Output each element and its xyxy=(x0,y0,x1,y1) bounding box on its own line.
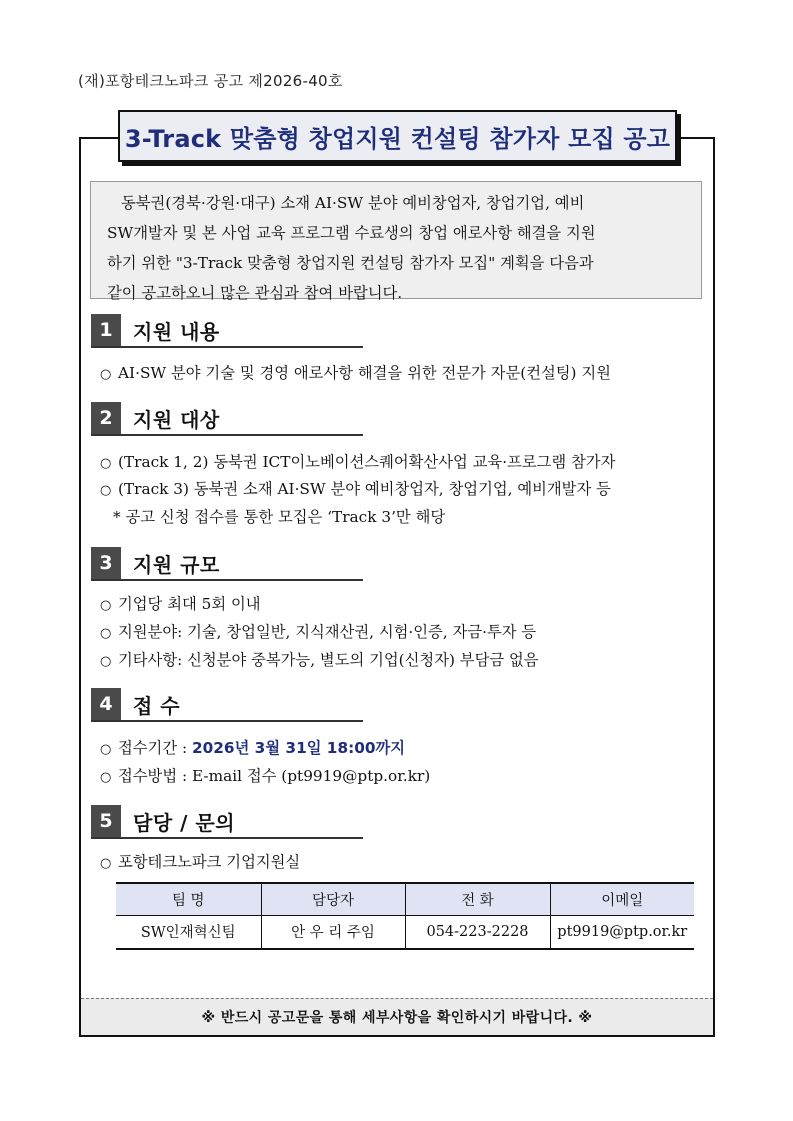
page-title: 3-Track 맞춤형 창업지원 컨설팅 참가자 모집 공고 xyxy=(124,124,671,153)
section-heading xyxy=(91,547,363,581)
list-item xyxy=(100,592,261,614)
circle-bullet-icon: ○ xyxy=(100,483,112,498)
list-item xyxy=(100,648,539,670)
section-title: 지원 대상 xyxy=(133,407,220,432)
section-heading xyxy=(91,402,363,436)
section-number-badge: 5 xyxy=(91,805,121,837)
list-item xyxy=(100,620,536,642)
section-heading xyxy=(91,314,363,348)
period-value: 2026년 3월 31일 18:00까지 xyxy=(192,739,406,757)
list-item-text: 포항테크노파크 기업지원실 xyxy=(118,853,301,871)
table-header-cell: 담당자 xyxy=(261,883,405,915)
circle-bullet-icon: ○ xyxy=(100,742,112,757)
table-header-row xyxy=(116,883,694,915)
section-support-content xyxy=(91,314,363,348)
period-label: 접수기간 : xyxy=(118,739,192,757)
section-number-badge: 2 xyxy=(91,402,121,434)
list-item xyxy=(100,850,300,872)
method-text: 접수방법 : E-mail 접수 (pt9919@ptp.or.kr) xyxy=(118,767,431,785)
footer-notice: ※ 반드시 공고문을 통해 세부사항을 확인하시기 바랍니다. ※ xyxy=(81,998,713,1035)
team-name-cell: SW인재혁신팀 xyxy=(116,915,261,949)
section-number-badge: 1 xyxy=(91,314,121,346)
section-number-badge: 3 xyxy=(91,547,121,579)
application-method xyxy=(100,764,430,786)
list-item-text: (Track 1, 2) 동북권 ICT이노베이션스퀘어확산사업 교육·프로그램 참가자 xyxy=(118,453,616,471)
intro-line: 동북권(경북·강원·대구) 소재 AI·SW 분야 예비창업자, 창업기업, 예비 xyxy=(121,194,585,212)
circle-bullet-icon: ○ xyxy=(100,456,112,471)
section-title: 지원 내용 xyxy=(133,319,220,344)
circle-bullet-icon: ○ xyxy=(100,367,112,382)
list-item-text: AI·SW 분야 기술 및 경영 애로사항 해결을 위한 전문가 자문(컨설팅) 지원 xyxy=(118,364,611,382)
section-application xyxy=(91,688,363,722)
email-cell: pt9919@ptp.or.kr xyxy=(550,915,694,949)
application-period xyxy=(100,736,405,758)
circle-bullet-icon: ○ xyxy=(100,654,112,669)
circle-bullet-icon: ○ xyxy=(100,856,112,871)
list-item xyxy=(100,361,611,383)
section-title: 담당 / 문의 xyxy=(133,810,236,835)
list-item-text: 기업당 최대 5회 이내 xyxy=(118,595,261,613)
table-header-cell: 팀 명 xyxy=(116,883,261,915)
document-number: (재)포항테크노파크 공고 제2026-40호 xyxy=(78,72,343,90)
intro-line: SW개발자 및 본 사업 교육 프로그램 수료생의 창업 애로사항 해결을 지원 xyxy=(107,224,596,242)
table-header-cell: 전 화 xyxy=(405,883,550,915)
section-support-target xyxy=(91,402,363,436)
title-box xyxy=(118,110,677,162)
section-heading xyxy=(91,688,363,722)
list-item-text: (Track 3) 동북권 소재 AI·SW 분야 예비창업자, 창업기업, 예비개발자 등 xyxy=(118,480,611,498)
list-item xyxy=(100,477,611,499)
section-support-scale xyxy=(91,547,363,581)
intro-line: 같이 공고하오니 많은 관심과 참여 바랍니다. xyxy=(107,284,403,302)
list-item-text: 기타사항: 신청분야 중복가능, 별도의 기업(신청자) 부담금 없음 xyxy=(118,651,539,669)
circle-bullet-icon: ○ xyxy=(100,770,112,785)
contact-table xyxy=(116,882,694,950)
section-title: 지원 규모 xyxy=(133,552,220,577)
intro-line: 하기 위한 "3-Track 맞춤형 창업지원 컨설팅 참가자 모집" 계획을 다음과 xyxy=(107,254,594,272)
section-contact xyxy=(91,805,363,839)
section-title: 접 수 xyxy=(133,693,181,718)
manager-cell: 안 우 리 주임 xyxy=(261,915,405,949)
circle-bullet-icon: ○ xyxy=(100,626,112,641)
list-item xyxy=(100,450,615,472)
circle-bullet-icon: ○ xyxy=(100,598,112,613)
section-heading xyxy=(91,805,363,839)
note-text: * 공고 신청 접수를 통한 모집은 ‘Track 3’만 해당 xyxy=(113,508,446,526)
intro-box xyxy=(90,181,702,302)
phone-cell: 054-223-2228 xyxy=(405,915,550,949)
table-row xyxy=(116,915,694,949)
section-number-badge: 4 xyxy=(91,688,121,720)
list-item-text: 지원분야: 기술, 창업일반, 지식재산권, 시험·인증, 자금·투자 등 xyxy=(118,623,537,641)
table-header-cell: 이메일 xyxy=(550,883,694,915)
